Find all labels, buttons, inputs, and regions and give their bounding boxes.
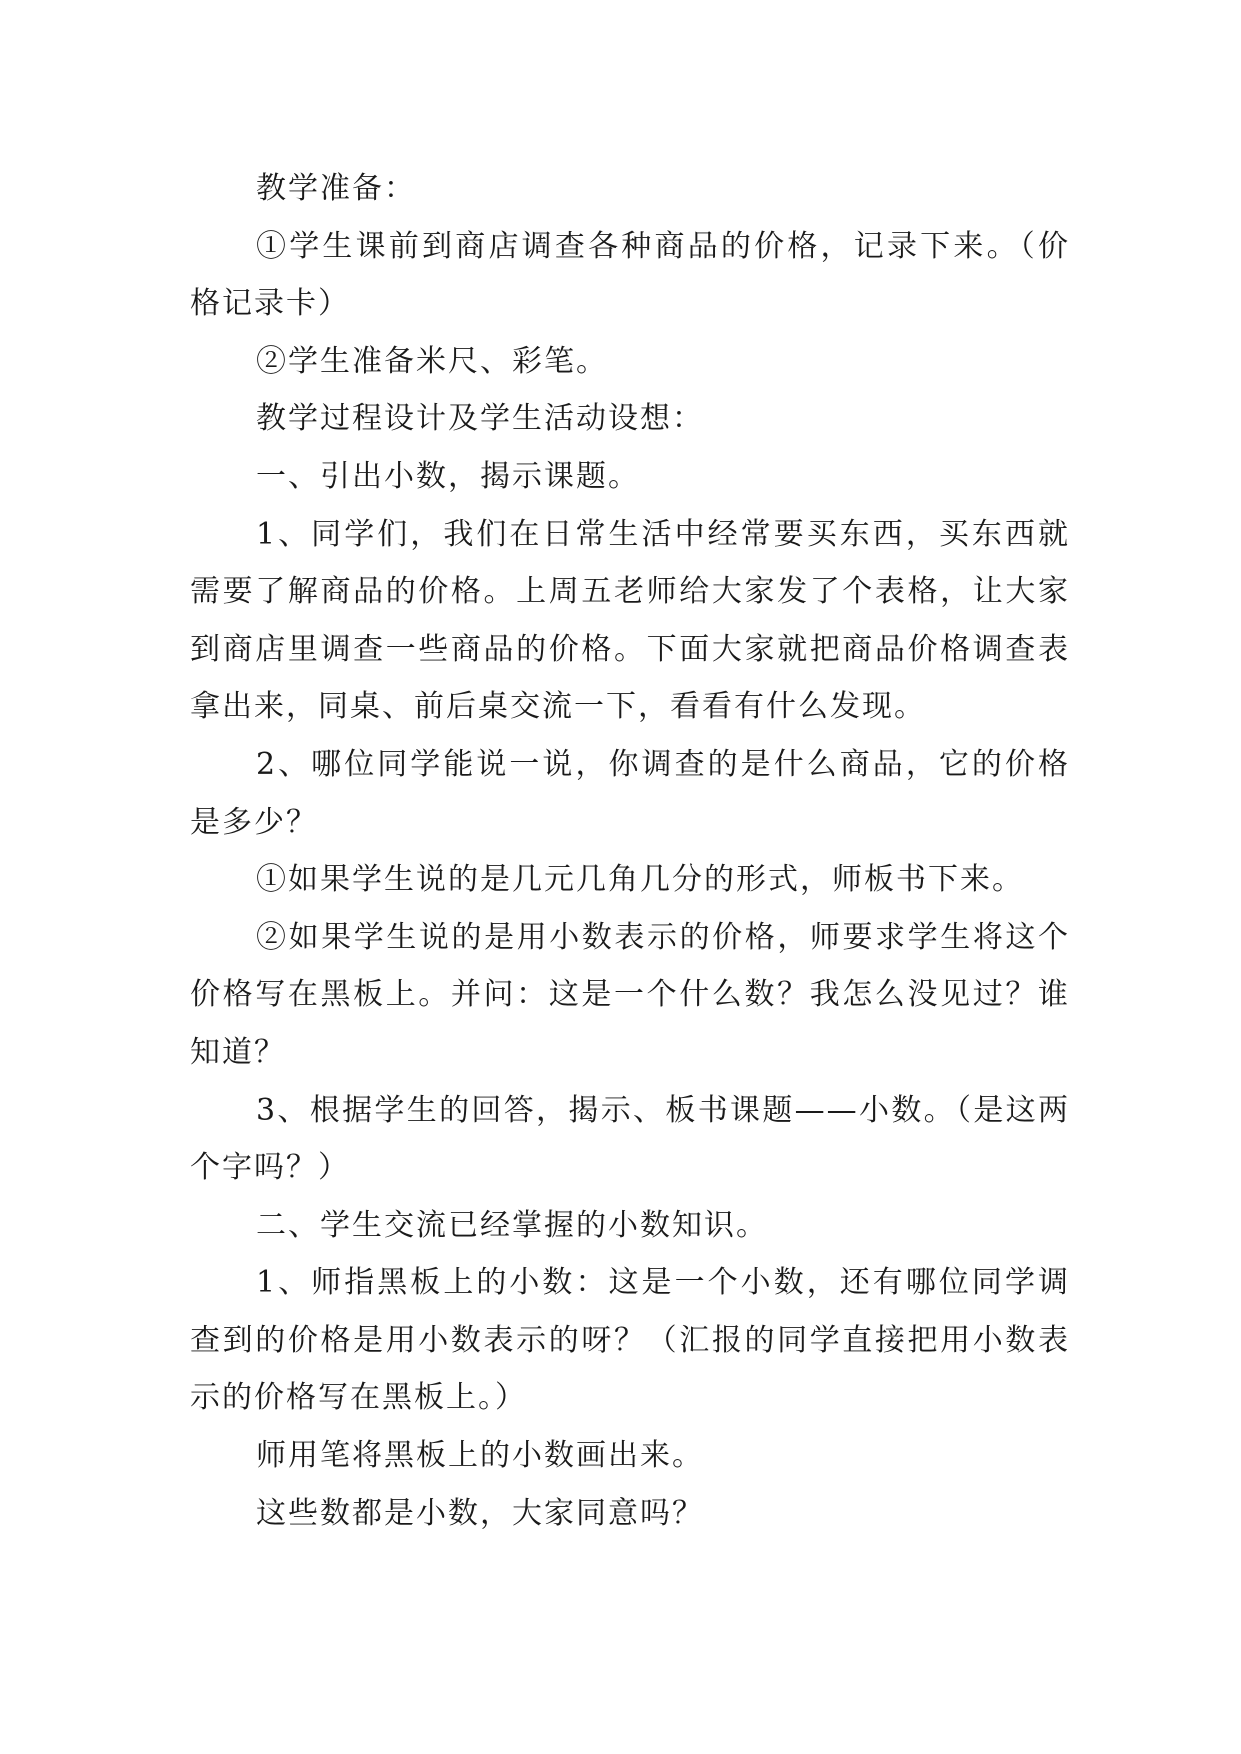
paragraph-section-1-heading: 一、引出小数，揭示课题。 bbox=[256, 458, 640, 494]
paragraph-step-2: 2、哪位同学能说一说，你调查的是什么商品，它的价格是多少？ bbox=[190, 746, 1070, 840]
paragraph-process-heading: 教学过程设计及学生活动设想： bbox=[256, 401, 704, 437]
paragraph-step-1: 1、同学们，我们在日常生活中经常要买东西，买东西就需要了解商品的价格。上周五老师给大家发了个表格，让大家到商店里调查一些商品的价格。下面大家就把商品价格调查表拿出来，同桌、前后桌交流一下，看看有什么发现。 bbox=[190, 516, 1070, 725]
paragraph-teaching-preparation-heading: 教学准备： bbox=[256, 171, 416, 206]
paragraph-teacher-marks: 师用笔将黑板上的小数画出来。 bbox=[256, 1438, 704, 1474]
paragraph-preparation-item-2: ②学生准备米尺、彩笔。 bbox=[256, 343, 608, 379]
paragraph-agree-question: 这些数都是小数，大家同意吗？ bbox=[256, 1495, 704, 1531]
paragraph-section-2-step-1: 1、师指黑板上的小数：这是一个小数，还有哪位同学调查到的价格是用小数表示的呀？（汇报的同学直接把用小数表示的价格写在黑板上。） bbox=[190, 1265, 1070, 1416]
paragraph-step-3: 3、根据学生的回答，揭示、板书课题——小数。（是这两个字吗？） bbox=[190, 1092, 1070, 1186]
paragraph-step-2-case-2: ②如果学生说的是用小数表示的价格，师要求学生将这个价格写在黑板上。并问：这是一个什么数？我怎么没见过？谁知道？ bbox=[190, 919, 1070, 1070]
paragraph-section-2-heading: 二、学生交流已经掌握的小数知识。 bbox=[256, 1207, 768, 1243]
paragraph-preparation-item-1: ①学生课前到商店调查各种商品的价格，记录下来。（价格记录卡） bbox=[190, 228, 1070, 322]
paragraph-step-2-case-1: ①如果学生说的是几元几角几分的形式，师板书下来。 bbox=[256, 862, 1024, 898]
document-body bbox=[190, 160, 1070, 1542]
